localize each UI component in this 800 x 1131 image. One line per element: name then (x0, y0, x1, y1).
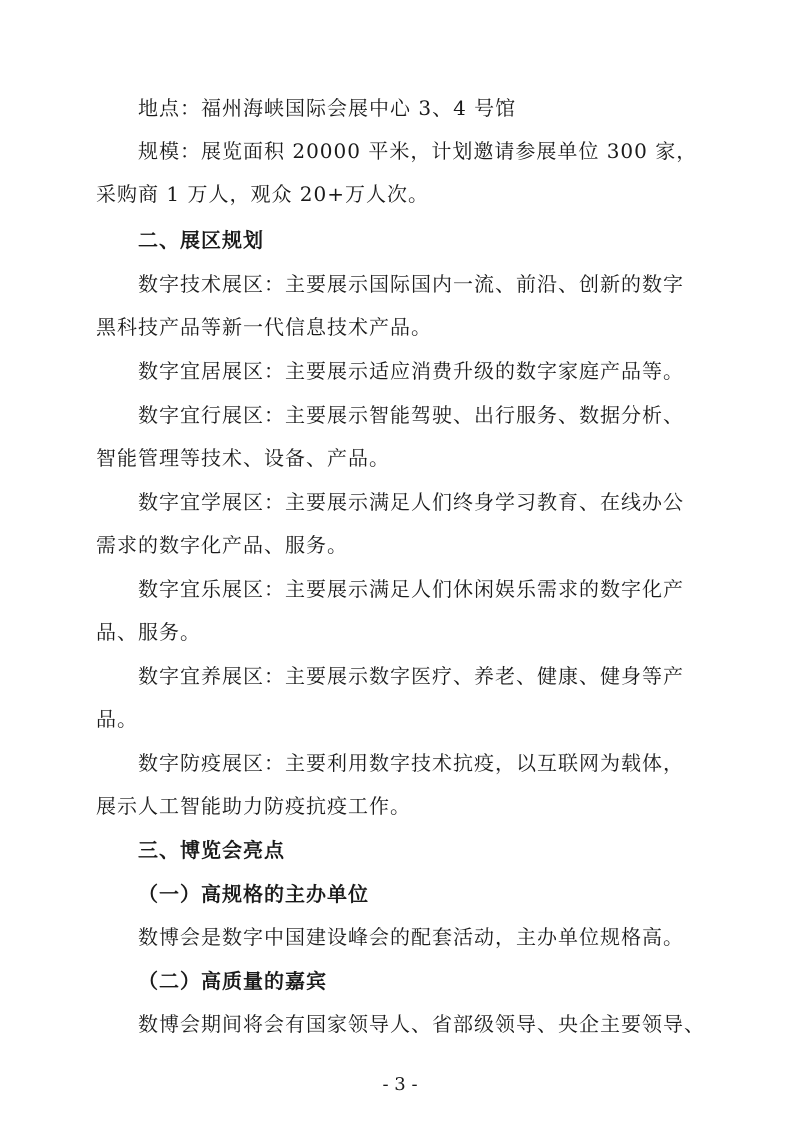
zone-tech-line: 数字技术展区：主要展示国际国内一流、前沿、创新的数字 (138, 272, 684, 296)
zone-epidemic-line: 数字防疫展区：主要利用数字技术抗疫，以互联网为载体， (138, 751, 684, 775)
zone-health-line: 数字宜养展区：主要展示数字医疗、养老、健康、健身等产 (138, 664, 684, 688)
scale-line-cont: 采购商 1 万人，观众 20+万人次。 (96, 182, 430, 206)
zone-living-line: 数字宜居展区：主要展示适应消费升级的数字家庭产品等。 (138, 359, 684, 383)
subheading-guests: （二）高质量的嘉宾 (138, 969, 327, 993)
guests-line: 数博会期间将会有国家领导人、省部级领导、央企主要领导、 (138, 1012, 705, 1036)
location-line: 地点：福州海峡国际会展中心 3、4 号馆 (138, 96, 517, 120)
scale-line: 规模：展览面积 20000 平米，计划邀请参展单位 300 家， (138, 139, 698, 163)
zone-learning-line-cont: 需求的数字化产品、服务。 (96, 533, 348, 557)
page-number: - 3 - (382, 1074, 418, 1095)
section-heading-highlights: 三、博览会亮点 (138, 838, 285, 862)
zone-travel-line-cont: 智能管理等技术、设备、产品。 (96, 446, 390, 470)
section-heading-exhibit-zones: 二、展区规划 (138, 228, 264, 252)
zone-leisure-line-cont: 品、服务。 (96, 620, 201, 644)
zone-tech-line-cont: 黑科技产品等新一代信息技术产品。 (96, 315, 432, 339)
subheading-organizer: （一）高规格的主办单位 (138, 882, 369, 906)
zone-travel-line: 数字宜行展区：主要展示智能驾驶、出行服务、数据分析、 (138, 403, 684, 427)
zone-learning-line: 数字宜学展区：主要展示满足人们终身学习教育、在线办公 (138, 490, 684, 514)
organizer-line: 数博会是数字中国建设峰会的配套活动，主办单位规格高。 (138, 925, 684, 949)
zone-epidemic-line-cont: 展示人工智能助力防疫抗疫工作。 (96, 794, 411, 818)
zone-health-line-cont: 品。 (96, 707, 138, 731)
zone-leisure-line: 数字宜乐展区：主要展示满足人们休闲娱乐需求的数字化产 (138, 577, 684, 601)
